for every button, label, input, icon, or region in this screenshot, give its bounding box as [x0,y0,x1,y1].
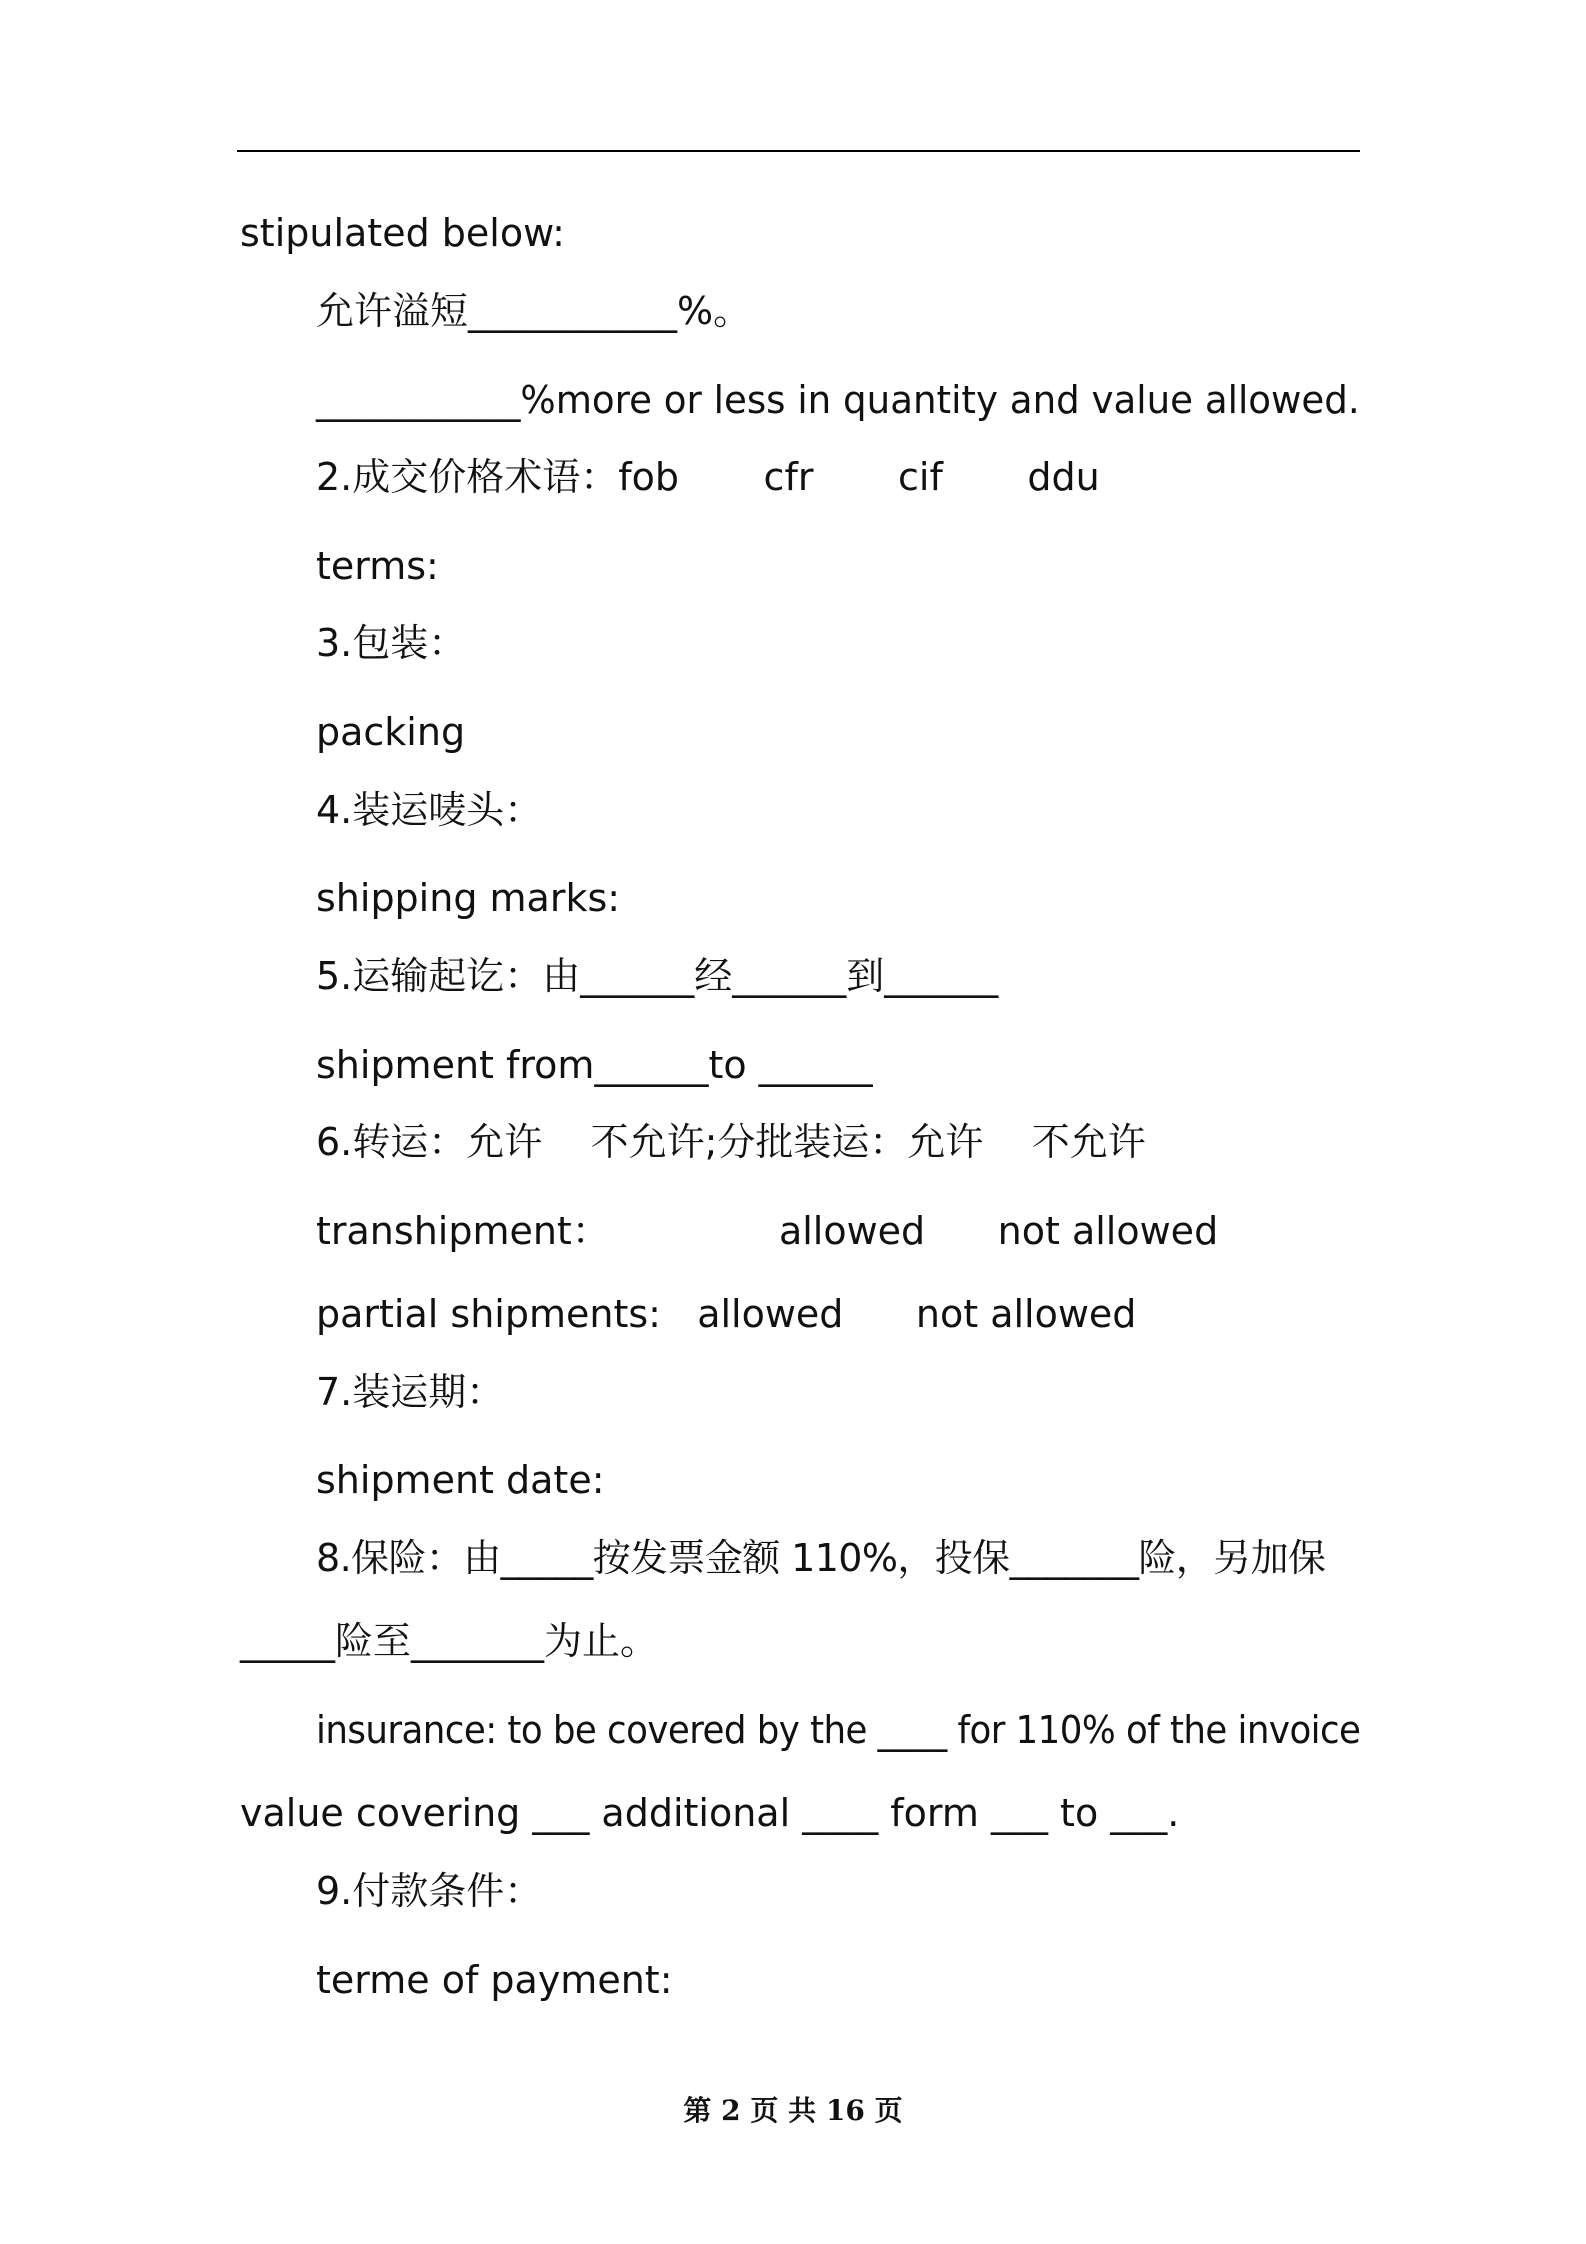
text-line-terms-en: terms: [316,544,439,588]
text-line-insurance-en: insurance: to be covered by the ____ for 110% of the invoice [316,1708,1361,1752]
text-line-overfill-cn: 允许溢短___________%。 [316,289,752,333]
text-line-payment-cn: 9.付款条件： [316,1869,543,1913]
text-line-insurance-en-cont: value covering ___ additional ____ form ___ to ___. [240,1791,1180,1835]
text-line-shipment-date-cn: 7.装运期： [316,1370,505,1414]
text-line-shipping-marks-cn: 4.装运唛头： [316,788,543,832]
text-line-stipulated-below: stipulated below: [240,211,565,255]
page-number-footer: 第 2 页 共 16 页 [683,2094,903,2127]
text-line-packing-en: packing [316,710,466,754]
text-line-overfill-en: ___________%more or less in quantity and value allowed. [316,378,1360,422]
text-line-insurance-cn: 8.保险：由_____按发票金额 110%，投保_______险，另加保 [316,1536,1326,1580]
text-line-transhipment-en: transhipment： allowed not allowed [316,1209,1219,1253]
text-line-price-terms-cn: 2.成交价格术语：fob cfr cif ddu [316,455,1100,499]
text-line-packing-cn: 3.包装： [316,621,467,665]
text-line-insurance-cn-cont: _____险至_______为止。 [240,1619,659,1663]
text-line-transhipment-cn: 6.转运：允许 不允许;分批装运：允许 不允许 [316,1120,1146,1164]
text-line-partial-shipments-en: partial shipments: allowed not allowed [316,1292,1137,1336]
text-line-shipping-marks-en: shipping marks: [316,876,621,920]
text-line-shipment-route-cn: 5.运输起讫：由______经______到______ [316,954,999,998]
text-line-shipment-from-en: shipment from______to ______ [316,1043,873,1087]
text-line-shipment-date-en: shipment date: [316,1458,605,1502]
text-line-payment-en: terme of payment: [316,1958,673,2002]
header-rule [237,150,1360,152]
